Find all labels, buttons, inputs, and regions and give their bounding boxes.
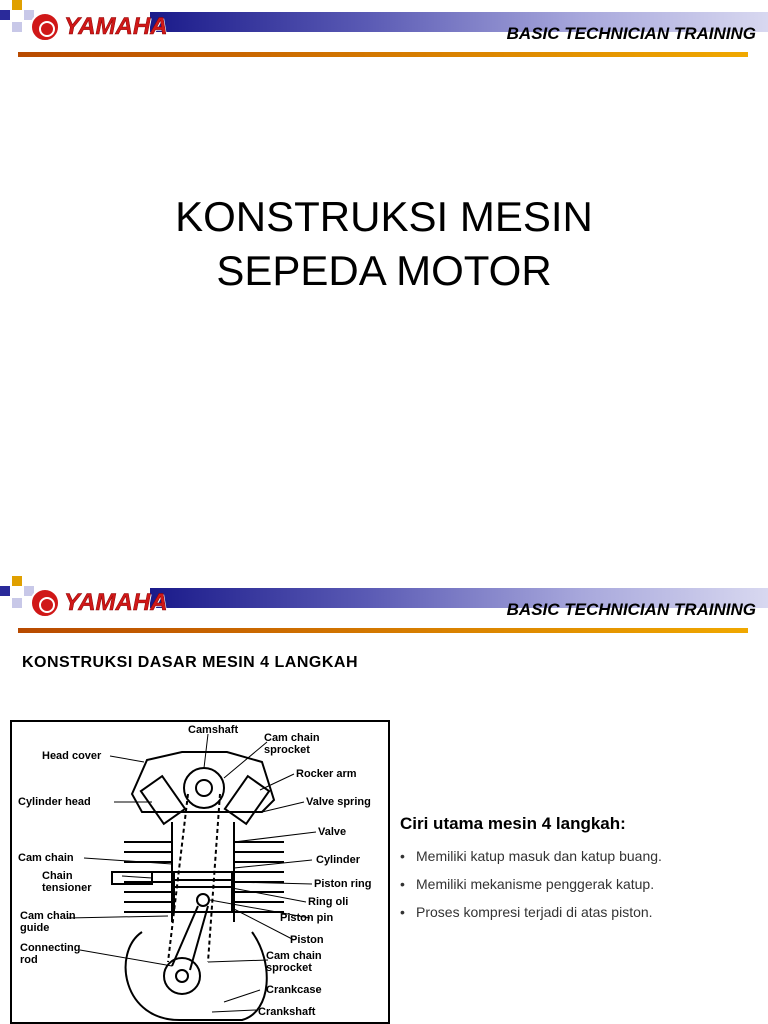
- list-item: [400, 876, 760, 892]
- bullet: •: [400, 876, 405, 892]
- yamaha-logo: [30, 588, 168, 618]
- header-rule: [18, 52, 748, 57]
- decor-square: [12, 22, 22, 32]
- header-band: [0, 10, 768, 46]
- feature-text: Memiliki mekanisme penggerak katup.: [416, 876, 655, 892]
- engine-diagram: [10, 720, 390, 1024]
- header-title: BASIC TECHNICIAN TRAINING: [506, 600, 756, 619]
- label-valve-spring: Valve spring: [306, 796, 371, 808]
- label-chain-tensioner: Chain tensioner: [42, 870, 92, 894]
- label-cam-chain-guide: Cam chain guide: [20, 910, 76, 934]
- decor-square: [0, 586, 10, 596]
- label-camshaft: Camshaft: [188, 724, 239, 736]
- tuning-fork-icon: [30, 12, 60, 42]
- bullet: •: [400, 848, 405, 864]
- cam-sprocket-shape: [184, 768, 224, 808]
- label-ring-oli: Ring oli: [308, 896, 349, 908]
- label-piston-ring: Piston ring: [314, 878, 372, 890]
- label-crankcase: Crankcase: [266, 984, 322, 996]
- bullet: •: [400, 904, 405, 920]
- label-cam-chain-sprocket-bottom: Cam chain sprocket: [266, 950, 322, 974]
- header-rule: [18, 628, 748, 633]
- label-valve: Valve: [318, 826, 347, 838]
- logo-text: YAMAHA: [64, 589, 168, 616]
- slide-engine-construction: [0, 576, 768, 1024]
- decor-square: [12, 576, 22, 586]
- label-crankshaft: Crankshaft: [258, 1006, 316, 1018]
- header-title: BASIC TECHNICIAN TRAINING: [506, 24, 756, 43]
- label-cam-chain: Cam chain: [18, 852, 74, 864]
- label-cam-chain-sprocket-top: Cam chain sprocket: [264, 732, 320, 756]
- label-cylinder: Cylinder: [316, 854, 361, 866]
- decor-square: [12, 598, 22, 608]
- list-item: [400, 904, 760, 920]
- feature-text: Proses kompresi terjadi di atas piston.: [416, 904, 653, 920]
- yamaha-logo: [30, 12, 168, 42]
- tuning-fork-icon: [30, 588, 60, 618]
- decor-square: [0, 10, 10, 20]
- label-rocker-arm: Rocker arm: [296, 768, 357, 780]
- logo-text: YAMAHA: [64, 13, 168, 40]
- decor-square: [12, 0, 22, 10]
- slide-main-title: [0, 190, 768, 298]
- header-band: [0, 586, 768, 622]
- label-head-cover: Head cover: [42, 750, 102, 762]
- features-title: Ciri utama mesin 4 langkah:: [400, 814, 626, 833]
- list-item: [400, 848, 760, 864]
- label-cylinder-head: Cylinder head: [18, 796, 91, 808]
- title-line-2: SEPEDA MOTOR: [216, 247, 552, 294]
- cam-chain-shape: [168, 794, 220, 962]
- feature-text: Memiliki katup masuk dan katup buang.: [416, 848, 662, 864]
- label-piston-pin: Piston pin: [280, 912, 334, 924]
- features-panel: [400, 814, 760, 932]
- section-subtitle: KONSTRUKSI DASAR MESIN 4 LANGKAH: [22, 654, 359, 671]
- label-piston: Piston: [290, 934, 324, 946]
- title-line-1: KONSTRUKSI MESIN: [175, 193, 593, 240]
- label-connecting-rod: Connecting rod: [20, 942, 81, 966]
